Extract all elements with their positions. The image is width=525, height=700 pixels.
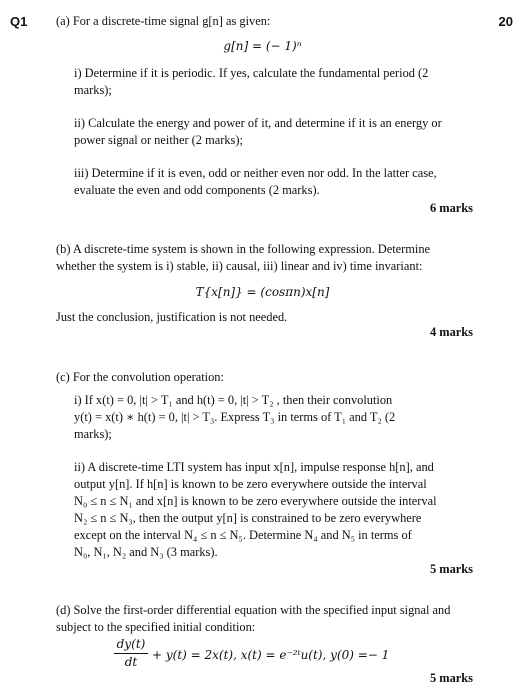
part-d-line2: subject to the specified initial condition:	[56, 620, 256, 634]
part-c-ii-line6: N₀, N₁, N₂ and N₃ (3 marks).	[74, 545, 218, 559]
part-b-equation: T{x[n]} = (cosπn)x[n]	[195, 285, 330, 299]
part-b-note: Just the conclusion, justification is not needed.	[56, 310, 288, 324]
part-a-iii-line2: evaluate the even and odd components (2 marks).	[74, 183, 320, 197]
part-a-marks: 6 marks	[429, 201, 473, 215]
part-c-ii-line5: except on the interval N₄ ≤ n ≤ N₅. Determine N₄ and N₅ in terms of	[74, 528, 412, 542]
part-c-i-line3: marks);	[74, 427, 112, 441]
part-a-iii-line1: iii) Determine if it is even, odd or neither even nor odd. In the latter case,	[74, 166, 437, 180]
part-c-intro: (c) For the convolution operation:	[56, 370, 224, 384]
part-d-marks: 5 marks	[429, 671, 473, 685]
part-b-line2: whether the system is i) stable, ii) causal, iii) linear and iv) time invariant:	[56, 259, 423, 273]
part-a-intro: (a) For a discrete-time signal g[n] as given:	[56, 14, 271, 28]
part-c-i-line1: i) If x(t) = 0, |t| > T₁ and h(t) = 0, |t| > T₂ , then their convolution	[74, 393, 393, 407]
part-d-line1: (d) Solve the first-order differential equation with the specified input signal and	[56, 603, 451, 617]
part-d-equation: + y(t) = 2x(t), x(t) = e⁻²ᵗu(t), y(0) =− 1	[152, 648, 390, 662]
part-a-i-line1: i) Determine if it is periodic. If yes, calculate the fundamental period (2	[74, 66, 429, 80]
part-d-fraction	[114, 636, 148, 670]
total-marks: 20	[498, 14, 513, 29]
part-c-i-line2: y(t) = x(t) ∗ h(t) = 0, |t| > T₃. Express T₃ in terms of T₁ and T₂ (2	[74, 410, 396, 424]
part-c-ii-line3: N₀ ≤ n ≤ N₁ and x[n] is known to be zero everywhere outside the interval	[74, 494, 437, 508]
part-c-ii-line1: ii) A discrete-time LTI system has input x[n], impulse response h[n], and	[74, 460, 434, 474]
fraction-denominator: dt	[124, 654, 138, 669]
part-a-ii-line1: ii) Calculate the energy and power of it, and determine if it is an energy or	[74, 116, 442, 130]
part-c-ii-line4: N₂ ≤ n ≤ N₃, then the output y[n] is constrained to be zero everywhere	[74, 511, 422, 525]
fraction-numerator: dy(t)	[114, 636, 148, 654]
part-c-ii-line2: output y[n]. If h[n] is known to be zero everywhere outside the interval	[74, 477, 427, 491]
question-number: Q1	[10, 14, 28, 29]
part-b-marks: 4 marks	[429, 325, 473, 339]
part-a-ii-line2: power signal or neither (2 marks);	[74, 133, 243, 147]
part-c-marks: 5 marks	[429, 562, 473, 576]
part-a-equation: g[n] = (− 1)ⁿ	[223, 39, 302, 53]
part-b-line1: (b) A discrete-time system is shown in the following expression. Determine	[56, 242, 431, 256]
part-a-i-line2: marks);	[74, 83, 112, 97]
